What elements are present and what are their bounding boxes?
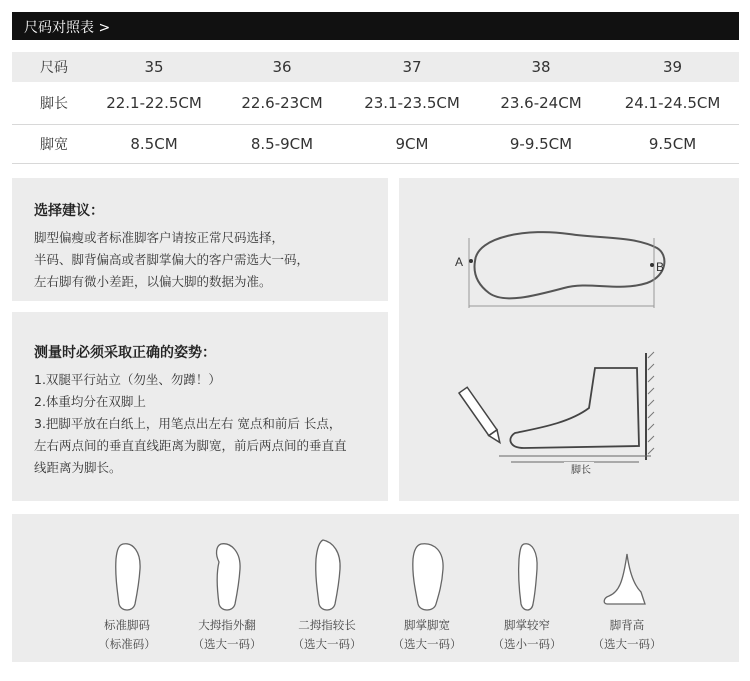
foot-type-name: 大拇指外翻 [198, 618, 256, 632]
foot-type-advice: （标准码） [98, 637, 156, 651]
suggestion-line: 半码、脚背偏高或者脚掌偏大的客户需选大一码， [34, 252, 310, 267]
wide-foot-icon [407, 534, 447, 614]
measure-line: 1.双腿平行站立（勿坐、勿蹲！） [34, 372, 221, 387]
table-cell: 8.5-9CM [250, 135, 314, 153]
measure-line: 左右两点间的垂直直线距离为脚宽，前后两点间的垂直直 [34, 438, 347, 453]
foot-type-item [182, 534, 272, 652]
table-row [12, 86, 739, 120]
measure-line: 3.把脚平放在白纸上，用笔点出左右 宽点和前后 长点， [34, 416, 342, 431]
measurement-diagram-panel [399, 178, 739, 501]
column-header: 36 [272, 58, 292, 76]
table-row [12, 124, 739, 164]
measure-line: 线距离为脚长。 [34, 460, 122, 475]
foot-type-advice: （选大一码） [292, 637, 362, 651]
foot-type-advice: （选小一码） [492, 637, 562, 651]
measure-title: 测量时必须采取正确的姿势： [34, 345, 216, 361]
measure-line: 2.体重均分在双脚上 [34, 394, 146, 409]
table-cell: 9.5CM [648, 135, 697, 153]
column-header: 39 [662, 58, 683, 76]
foot-type-name: 二拇指较长 [298, 618, 356, 632]
table-cell: 23.6-24CM [500, 94, 582, 112]
foot-types-panel [12, 514, 739, 662]
measure-panel [12, 312, 388, 501]
column-header: 尺码 [40, 60, 68, 76]
standard-foot-icon [107, 534, 147, 614]
table-cell: 23.1-23.5CM [364, 94, 460, 112]
pen-icon [459, 387, 504, 445]
column-header: 35 [144, 58, 164, 76]
foot-length-label: 脚长 [571, 465, 591, 476]
table-cell: 8.5CM [130, 135, 178, 153]
foot-type-name: 标准脚码 [104, 618, 150, 632]
foot-type-item [382, 534, 472, 652]
foot-type-name: 脚掌较窄 [504, 618, 550, 632]
table-cell: 9CM [395, 135, 429, 153]
column-header: 37 [402, 58, 422, 76]
table-cell: 24.1-24.5CM [624, 94, 721, 112]
foot-outline-top-view [475, 232, 665, 298]
foot-type-name: 脚掌脚宽 [404, 618, 450, 632]
suggestion-panel [12, 178, 388, 301]
narrow-foot-icon [507, 534, 547, 614]
foot-type-advice: （选大一码） [192, 637, 262, 651]
foot-type-item [482, 534, 572, 652]
row-label: 脚宽 [40, 137, 68, 153]
foot-outline-side-view [510, 368, 639, 448]
table-cell: 22.1-22.5CM [106, 94, 202, 112]
point-b-label: B [656, 260, 665, 274]
long-second-toe-foot-icon [307, 534, 347, 614]
foot-type-item [82, 534, 172, 652]
suggestion-title: 选择建议： [34, 203, 104, 219]
point-a-label: A [455, 255, 464, 269]
suggestion-line: 左右脚有微小差距，以偏大脚的数据为准。 [34, 274, 272, 289]
table-header-row [12, 52, 739, 82]
foot-type-advice: （选大一码） [592, 637, 662, 651]
foot-type-item [582, 534, 672, 652]
foot-type-advice: （选大一码） [392, 637, 462, 651]
table-cell: 9-9.5CM [509, 135, 573, 153]
header-title[interactable]: 尺码对照表 > [24, 20, 111, 36]
foot-type-item [282, 534, 372, 652]
measurement-diagram [399, 178, 739, 501]
table-cell: 22.6-23CM [241, 94, 323, 112]
row-label: 脚长 [40, 96, 68, 112]
foot-type-name: 脚背高 [609, 618, 645, 632]
high-instep-foot-icon [597, 534, 657, 614]
suggestion-line: 脚型偏瘦或者标准脚客户请按正常尺码选择， [34, 230, 285, 245]
column-header: 38 [531, 58, 551, 76]
header-bar [12, 12, 739, 40]
bunion-foot-icon [207, 534, 247, 614]
